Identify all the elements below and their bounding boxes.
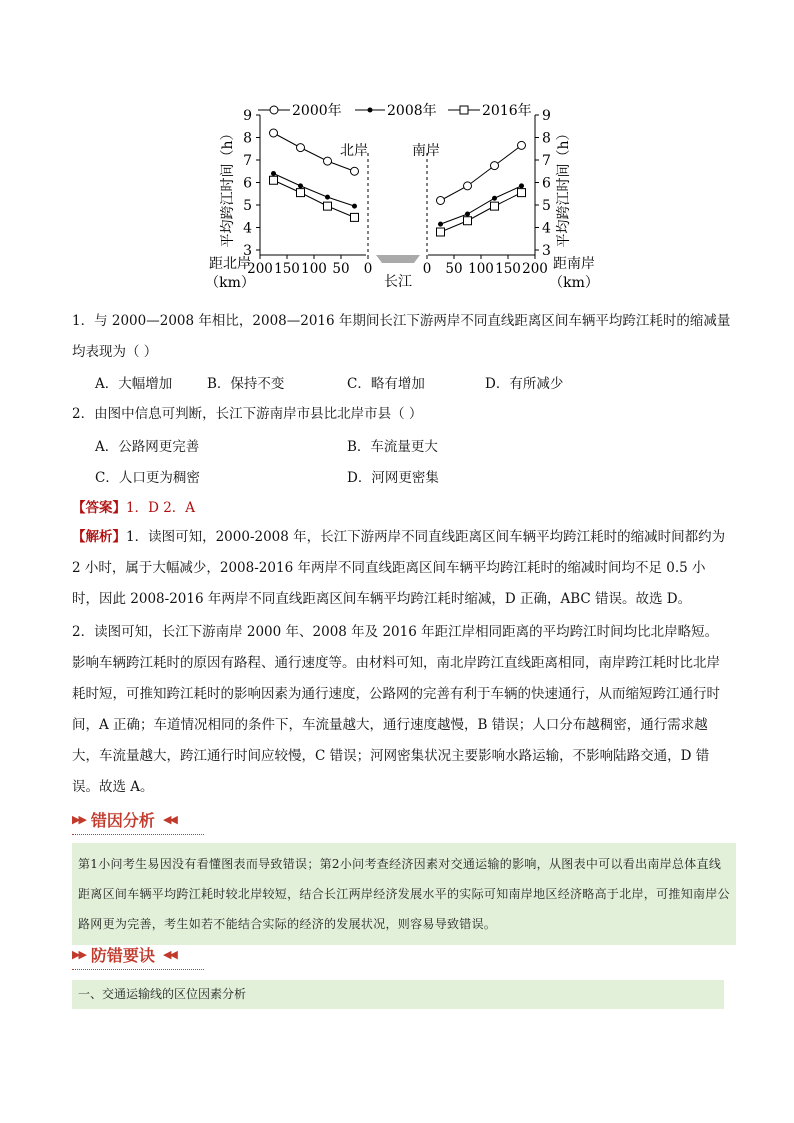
north-x-tick-label: 150 bbox=[274, 261, 300, 277]
south-axis-unit: （km） bbox=[549, 275, 599, 291]
section-error-analysis-title: 错因分析 bbox=[90, 810, 155, 830]
north-point-2008年 bbox=[352, 204, 357, 209]
north-point-2000年 bbox=[324, 157, 332, 165]
q2-option-b: B．车流量更大 bbox=[347, 439, 438, 455]
right-y-tick-label: 7 bbox=[542, 153, 551, 169]
north-bank-label: 北岸 bbox=[340, 143, 368, 159]
south-point-2008年 bbox=[438, 222, 443, 227]
north-point-2000年 bbox=[351, 167, 359, 175]
left-y-tick-label: 3 bbox=[243, 243, 252, 259]
q1-option-b: B．保持不变 bbox=[207, 376, 285, 392]
south-x-tick-label: 200 bbox=[522, 261, 548, 277]
north-point-2008年 bbox=[271, 171, 276, 176]
q1-option-c: C．略有增加 bbox=[347, 376, 425, 392]
explanation-tag: 【解析】 bbox=[72, 529, 126, 545]
arrow-right-icon: ▶▶ bbox=[72, 812, 85, 826]
river-shape bbox=[376, 255, 420, 263]
south-point-2016年 bbox=[437, 228, 445, 236]
right-y-tick-label: 9 bbox=[542, 108, 551, 124]
south-point-2008年 bbox=[465, 212, 470, 217]
south-x-tick-label: 0 bbox=[422, 261, 432, 277]
question-1-line2: 均表现为（ ） bbox=[72, 344, 158, 360]
explanation-1-text: 1．读图可知，2000-2008 年，长江下游两岸不同直线距离区间车辆平均跨江耗时的缩减时间都约为 2 小时，属于大幅减少，2008-2016 年两岸不同直线距离区间车辆平均跨江耗时的缩减时间均不足 0.5 小时，因此 2008-2016 年两岸不同直线距离区间车辆平均跨江耗时缩减，D 正确，ABC 错误。故选 D。 bbox=[72, 529, 726, 607]
south-series-line-2016年 bbox=[441, 193, 522, 232]
left-y-tick-label: 9 bbox=[243, 108, 252, 124]
q1-option-a: A．大幅增加 bbox=[95, 376, 173, 392]
north-point-2016年 bbox=[351, 213, 359, 221]
south-axis-label: 距南岸 bbox=[553, 256, 595, 272]
right-y-tick-label: 4 bbox=[542, 220, 551, 237]
south-series-line-2008年 bbox=[441, 186, 522, 224]
q2-option-c: C．人口更为稠密 bbox=[95, 470, 200, 486]
left-y-tick-label: 5 bbox=[243, 198, 252, 214]
chart-legend bbox=[258, 102, 532, 119]
north-point-2000年 bbox=[270, 129, 278, 137]
section-error-analysis bbox=[72, 803, 204, 835]
q1-option-d: D．有所减少 bbox=[485, 376, 564, 392]
section-tips bbox=[72, 938, 204, 970]
legend-label-2016: 2016年 bbox=[482, 103, 532, 119]
south-x-tick-label: 100 bbox=[468, 261, 494, 277]
south-series-line-2000年 bbox=[441, 145, 522, 200]
answer-tag: 【答案】 bbox=[72, 500, 126, 516]
q2-option-a: A．公路网更完善 bbox=[95, 439, 200, 455]
explanation-1 bbox=[72, 522, 727, 615]
question-2-stem: 2．由图中信息可判断，长江下游南岸市县比北岸市县（ ） bbox=[72, 406, 423, 422]
left-y-tick-label: 6 bbox=[243, 175, 252, 192]
north-point-2016年 bbox=[297, 189, 305, 197]
left-y-tick-label: 7 bbox=[243, 153, 252, 169]
left-y-tick-label: 4 bbox=[243, 220, 252, 237]
north-point-2016年 bbox=[324, 202, 332, 210]
south-point-2016年 bbox=[518, 189, 526, 197]
south-bank-label: 南岸 bbox=[412, 143, 440, 159]
left-y-tick-label: 8 bbox=[243, 130, 252, 147]
north-series-line-2008年 bbox=[274, 174, 355, 207]
north-x-tick-label: 0 bbox=[363, 261, 373, 277]
right-y-tick-label: 5 bbox=[542, 198, 551, 214]
arrow-left-icon: ◀◀ bbox=[162, 947, 176, 961]
legend-label-2008: 2008年 bbox=[387, 103, 437, 119]
answer-text: 1．D 2．A bbox=[126, 500, 196, 516]
right-y-tick-label: 8 bbox=[542, 130, 551, 147]
north-axis-label: 距北岸 bbox=[209, 256, 251, 272]
north-point-2016年 bbox=[270, 176, 278, 184]
north-point-2008年 bbox=[325, 195, 330, 200]
right-y-axis-title: 平均跨江时间（h） bbox=[556, 126, 572, 248]
chart bbox=[190, 95, 610, 295]
south-point-2008年 bbox=[492, 196, 497, 201]
river-label: 长江 bbox=[384, 274, 412, 290]
section-tips-title: 防错要诀 bbox=[90, 945, 155, 965]
analysis-box: 第1小问考生易因没有看懂图表而导致错误；第2小问考查经济因素对交通运输的影响，从图表中可以看出南岸总体直线距离区间车辆平均跨江耗时较北岸较短，结合长江两岸经济发展水平的实际可知南岸地区经济略高于北岸，可推知南岸公路网更为完善，考生如若不能结合实际的经济的发展状况，则容易导致错误。 bbox=[72, 843, 736, 945]
south-point-2000年 bbox=[464, 182, 472, 190]
south-point-2000年 bbox=[437, 197, 445, 205]
north-point-2000年 bbox=[297, 144, 305, 152]
subhead-box: 一、交通运输线的区位因素分析 bbox=[72, 980, 724, 1009]
right-y-tick-label: 3 bbox=[542, 243, 551, 259]
answer bbox=[72, 496, 195, 516]
north-axis-unit: （km） bbox=[205, 275, 255, 291]
question-1-line1: 1．与 2000—2008 年相比，2008—2016 年期间长江下游两岸不同直线距离区间车辆平均跨江耗时的缩减量 bbox=[72, 313, 731, 329]
north-series-line-2016年 bbox=[274, 180, 355, 217]
right-y-tick-label: 6 bbox=[542, 175, 551, 192]
north-x-tick-label: 50 bbox=[332, 261, 350, 277]
q2-option-d: D．河网更密集 bbox=[347, 470, 439, 486]
arrow-right-icon: ▶▶ bbox=[72, 947, 85, 961]
south-point-2008年 bbox=[519, 183, 524, 188]
question-1-stem bbox=[72, 306, 732, 368]
north-x-tick-label: 200 bbox=[247, 261, 273, 277]
south-x-tick-label: 50 bbox=[445, 261, 463, 277]
south-point-2016年 bbox=[464, 217, 472, 225]
legend-label-2000: 2000年 bbox=[292, 103, 342, 119]
legend-marker-2016 bbox=[460, 106, 468, 114]
south-point-2000年 bbox=[518, 141, 526, 149]
north-point-2008年 bbox=[298, 183, 303, 188]
explanation-2: 2．读图可知，长江下游南岸 2000 年、2008 年及 2016 年距江岸相同距离的平均跨江时间均比北岸略短。影响车辆跨江耗时的原因有路程、通行速度等。由材料可知，南北岸跨江直线距离相同，南岸跨江耗时比北岸耗时短，可推知跨江耗时的影响因素为通行速度，公路网的完善有利于车辆的快速通行，从而缩短跨江通行时间，A 正确；车道情况相同的条件下，车流量越大，通行速度越慢，B 错误；人口分布越稠密，通行需求越大，车流量越大，跨江通行时间应较慢，C 错误；河网密集状况主要影响水路运输，不影响陆路交通，D 错误。故选 A。 bbox=[72, 624, 720, 795]
arrow-left-icon: ◀◀ bbox=[162, 812, 176, 826]
legend-marker-2000 bbox=[270, 106, 278, 114]
legend-marker-2008 bbox=[368, 108, 373, 113]
north-x-tick-label: 100 bbox=[301, 261, 327, 277]
south-x-tick-label: 150 bbox=[495, 261, 521, 277]
left-y-axis-title: 平均跨江时间（h） bbox=[220, 126, 236, 248]
south-point-2016年 bbox=[491, 202, 499, 210]
south-point-2000年 bbox=[491, 162, 499, 170]
